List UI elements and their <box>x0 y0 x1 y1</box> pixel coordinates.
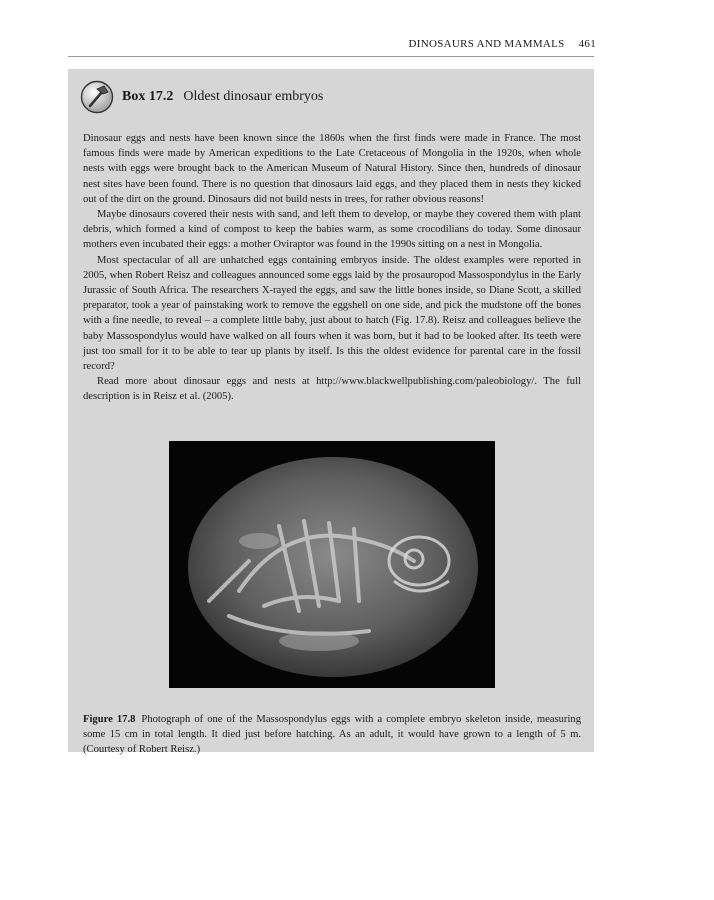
box-header <box>80 79 323 115</box>
box-title: Oldest dinosaur embryos <box>183 89 324 104</box>
embryo-egg-image <box>169 441 495 688</box>
sidebar-box <box>68 69 594 756</box>
running-head-title: DINOSAURS AND MAMMALS <box>408 38 565 50</box>
box-body <box>83 131 581 405</box>
running-head <box>409 38 596 50</box>
box-label: Box 17.2 <box>122 89 174 104</box>
hammer-icon <box>80 80 114 114</box>
paragraph: Dinosaur eggs and nests have been known since the 1860s when the first finds were made in France. The most famous finds were made by American expeditions to the Late Cretaceous of Mongolia in the 1920s, when whole nests with eggs were brought back to the American Museum of Natural History. Since then, hundreds of dinosaur nest sites have been found. There is no question that dinosaurs laid eggs, and they placed them in nests they kicked out of the dirt on the ground. Dinosaurs did not build nests in trees, for rather obvious reasons! <box>83 133 581 205</box>
figure-label: Figure 17.8 <box>83 714 136 725</box>
embryo-photo <box>169 441 495 688</box>
header-rule <box>68 56 594 57</box>
paragraph: Read more about dinosaur eggs and nests at http://www.blackwellpublishing.com/paleobiology/. The full description is in Reisz et al. (2005). <box>83 376 581 403</box>
paragraph: Maybe dinosaurs covered their nests with sand, and left them to develop, or maybe they covered them with plant debris, which formed a kind of compost to keep the babies warm, as some crocodilians do today. Some dinosaur mothers even incubated their eggs: a mother Oviraptor was found in the 1990s sitting on a nest in Mongolia. <box>83 209 581 251</box>
figure-caption-text: Photograph of one of the Massospondylus eggs with a complete embryo skeleton inside, measuring some 15 cm in total length. It died just before hatching. As an adult, it would have grown to a length of 5 m. (Courtesy of Robert Reisz.) <box>83 714 581 756</box>
paragraph: Most spectacular of all are unhatched eggs containing embryos inside. The oldest examples were reported in 2005, when Robert Reisz and colleagues announced some eggs laid by the prosauropod Massospondylus in the Early Jurassic of South Africa. The researchers X-rayed the eggs, and saw the little bones inside, so Diane Scott, a skilled preparator, took a year of painstaking work to remove the eggshell on one side, and pick the mudstone off the bones with a fine needle, to reveal – a complete little baby, just about to hatch (Fig. 17.8). Reisz and colleagues believe the baby Massospondylus would have walked on all fours when it was born, but it had to be looked after. Its teeth were just too small for it to be able to tear up plants by itself. Is this the oldest evidence for parental care in the fossil record? <box>83 254 581 373</box>
figure-caption <box>83 712 581 758</box>
page-number: 461 <box>578 38 596 50</box>
